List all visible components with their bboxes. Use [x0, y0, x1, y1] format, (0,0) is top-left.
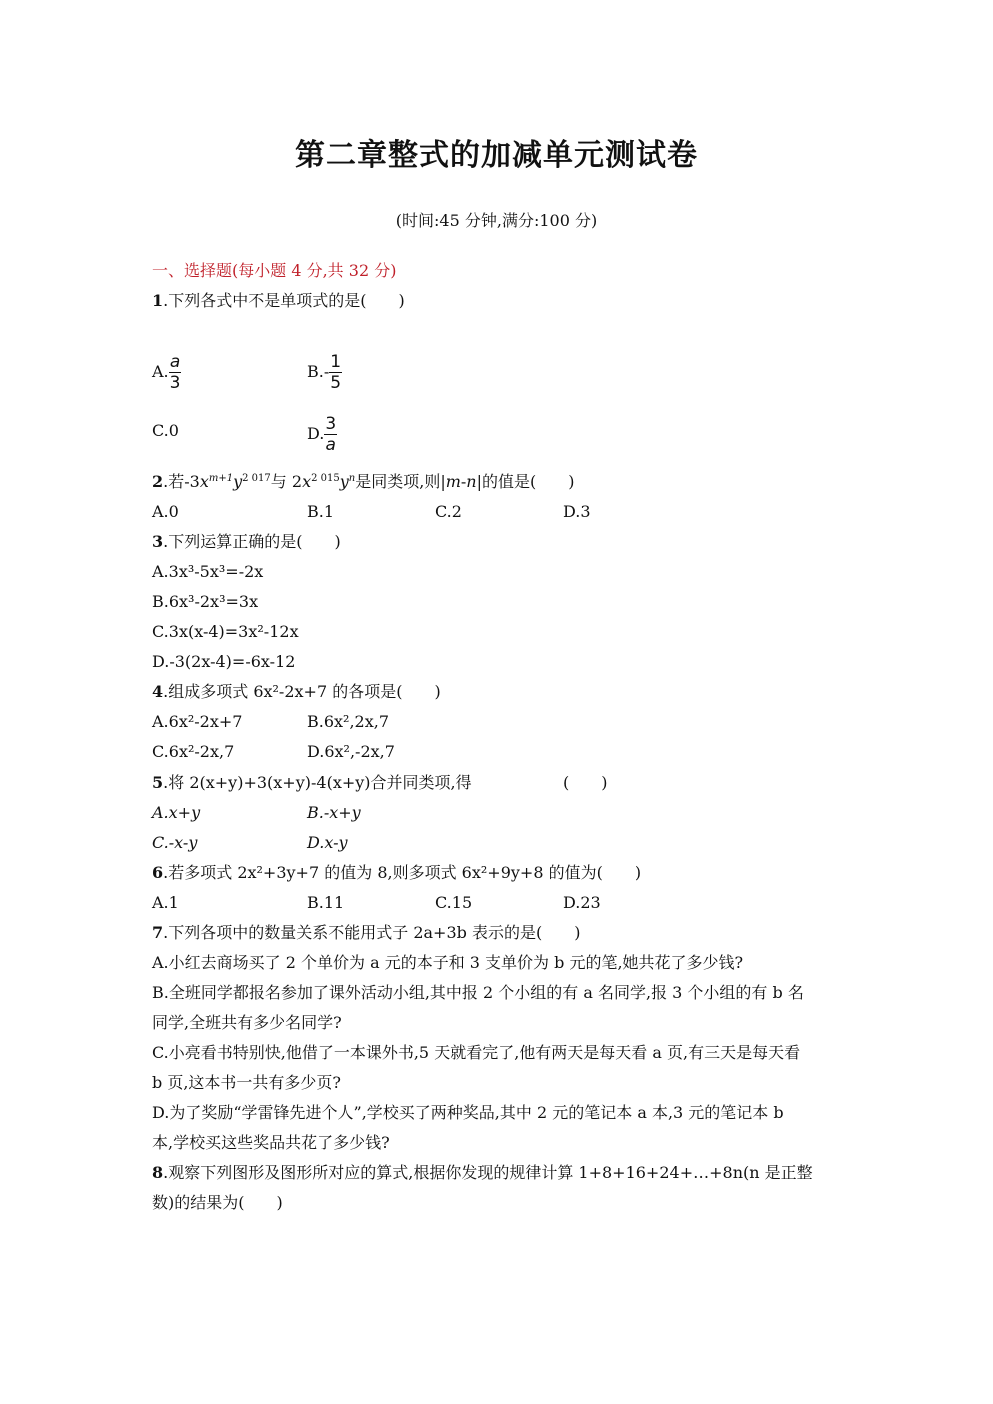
question-number: 7 [152, 923, 164, 942]
question-6 [152, 861, 641, 885]
option-label: D. [307, 424, 325, 443]
var: y [233, 472, 243, 491]
exponent: 2 015 [311, 473, 340, 484]
option-7d-line2: 本,学校买这些奖品共花了多少钱? [152, 1133, 390, 1152]
denominator: 5 [330, 373, 342, 393]
var: n [466, 472, 477, 491]
stem-part: - [460, 472, 467, 491]
option-5c: C.-x-y [152, 833, 198, 852]
var: y [339, 472, 349, 491]
var: x [302, 472, 312, 491]
stem-part: |的值是( ) [476, 472, 575, 491]
option-5a: A.x+y [152, 803, 201, 822]
question-number: 2 [152, 472, 164, 491]
question-1 [152, 289, 405, 313]
option-6c: C.15 [435, 893, 473, 912]
question-stem: .下列各式中不是单项式的是( ) [163, 291, 405, 310]
option-4b: B.6x²,2x,7 [307, 712, 390, 731]
option-1c: C.0 [152, 421, 179, 440]
option-5d: D.x-y [307, 833, 348, 852]
question-2 [152, 470, 575, 494]
option-2c: C.2 [435, 502, 462, 521]
option-6d: D.23 [563, 893, 601, 912]
option-label: A. [152, 362, 169, 381]
question-5 [152, 771, 472, 795]
option-7d-line1: D.为了奖励“学雷锋先进个人”,学校买了两种奖品,其中 2 元的笔记本 a 本,3 元的笔记本 b [152, 1103, 784, 1122]
question-number: 5 [152, 773, 164, 792]
option-4c: C.6x²-2x,7 [152, 742, 235, 761]
question-stem: .下列运算正确的是( ) [163, 532, 341, 551]
var: x [199, 472, 209, 491]
stem-part: 是同类项,则| [355, 472, 446, 491]
section-heading: 一、选择题(每小题 4 分,共 32 分) [152, 261, 397, 280]
question-stem: .若多项式 2x²+3y+7 的值为 8,则多项式 6x²+9y+8 的值为( ) [163, 863, 642, 882]
option-6a: A.1 [152, 893, 179, 912]
option-2d: D.3 [563, 502, 591, 521]
fraction [169, 352, 182, 393]
option-1b [307, 352, 342, 393]
option-3d: D.-3(2x-4)=-6x-12 [152, 652, 296, 671]
option-7c-line2: b 页,这本书一共有多少页? [152, 1073, 341, 1092]
option-3c: C.3x(x-4)=3x²-12x [152, 622, 299, 641]
option-7c-line1: C.小亮看书特别快,他借了一本课外书,5 天就看完了,他有两天是每天看 a 页,有三天是每天看 [152, 1043, 801, 1062]
question-3 [152, 530, 341, 554]
question-stem: .观察下列图形及图形所对应的算式,根据你发现的规律计算 1+8+16+24+…+8n(n 是正整 [163, 1163, 813, 1182]
exam-subtitle: (时间:45 分钟,满分:100 分) [395, 211, 598, 230]
stem-part: .若-3 [163, 472, 200, 491]
option-2a: A.0 [152, 502, 179, 521]
option-1a [152, 352, 181, 393]
option-7b-line1: B.全班同学都报名参加了课外活动小组,其中报 2 个小组的有 a 名同学,报 3 个小组的有 b 名 [152, 983, 804, 1002]
option-3a: A.3x³-5x³=-2x [152, 562, 264, 581]
option-4d: D.6x²,-2x,7 [307, 742, 395, 761]
question-4 [152, 680, 441, 704]
numerator: 3 [325, 414, 337, 434]
fraction [329, 352, 342, 393]
question-number: 1 [152, 291, 164, 310]
option-6b: B.11 [307, 893, 345, 912]
option-1d [307, 414, 337, 455]
numerator: a [169, 352, 181, 372]
answer-paren: ( ) [563, 773, 608, 792]
question-stem: .将 2(x+y)+3(x+y)-4(x+y)合并同类项,得 [163, 773, 472, 792]
question-7 [152, 921, 580, 945]
option-7b-line2: 同学,全班共有多少名同学? [152, 1013, 342, 1032]
option-3b: B.6x³-2x³=3x [152, 592, 259, 611]
exponent: n [348, 473, 356, 484]
question-number: 6 [152, 863, 164, 882]
question-number: 4 [152, 682, 164, 701]
denominator: 3 [169, 373, 181, 393]
option-7a: A.小红去商场买了 2 个单价为 a 元的本子和 3 支单价为 b 元的笔,她共花了多少钱? [152, 953, 744, 972]
question-8-line1 [152, 1161, 813, 1185]
option-5b: B.-x+y [307, 803, 361, 822]
exponent: 2 017 [242, 473, 271, 484]
page-title: 第二章整式的加减单元测试卷 [295, 138, 698, 173]
stem-part: 与 2 [270, 472, 303, 491]
option-2b: B.1 [307, 502, 335, 521]
var: m [445, 472, 461, 491]
exponent: m+1 [208, 473, 234, 484]
question-8-line2: 数)的结果为( ) [152, 1193, 283, 1212]
question-stem: .下列各项中的数量关系不能用式子 2a+3b 表示的是( ) [163, 923, 581, 942]
question-stem: .组成多项式 6x²-2x+7 的各项是( ) [163, 682, 441, 701]
question-number: 8 [152, 1163, 164, 1182]
question-number: 3 [152, 532, 164, 551]
numerator: 1 [330, 352, 342, 372]
denominator: a [325, 435, 336, 455]
option-4a: A.6x²-2x+7 [152, 712, 243, 731]
option-label: B.- [307, 362, 330, 381]
fraction [324, 414, 337, 455]
